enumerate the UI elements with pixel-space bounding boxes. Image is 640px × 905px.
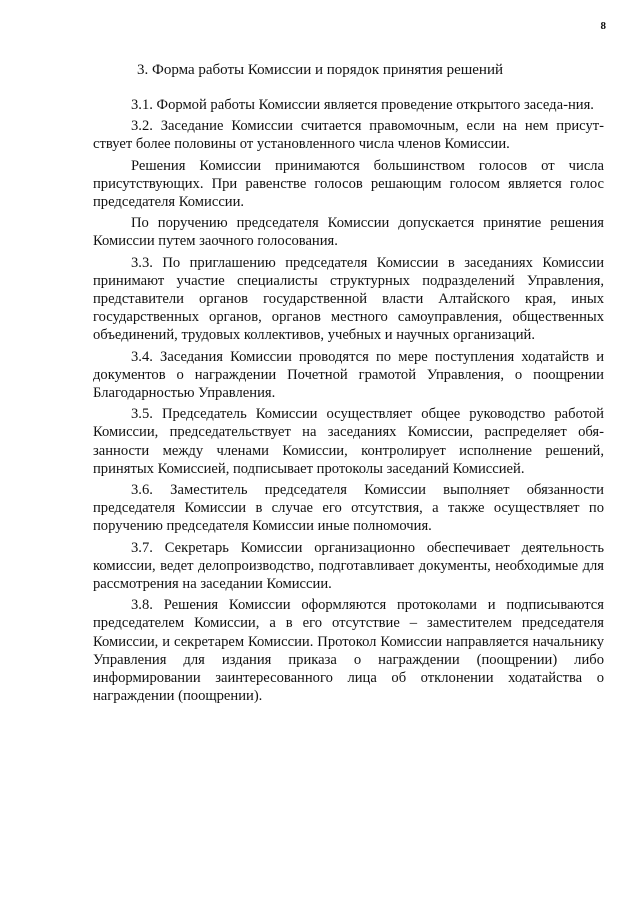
paragraph-3-7: 3.7. Секретарь Комиссии организационно обеспечивает деятельность комиссии, ведет делопроизводство, подготавливает документы, необходимые для рассмотрения на заседании Комиссии. (93, 539, 604, 593)
paragraph-3-6: 3.6. Заместитель председателя Комиссии выполняет обязанности председателя Комиссии в случае его отсутствия, а также осуществляет по поручению председателя Комиссии иные полномочия. (93, 482, 604, 535)
page-number: 8 (600, 20, 606, 32)
paragraph-3-3: 3.3. По приглашению председателя Комиссии в заседаниях Комиссии принимают участие специалисты структурных подразделений Управления, представители органов государственной власти Алтайского края, иных государственных органов, органов местного самоуправления, общественных объединений, трудовых коллективов, учебных и научных организаций. (93, 254, 604, 344)
paragraph-3-2: 3.2. Заседание Комиссии считается правомочным, если на нем присут-ствует более половины от установленного числа членов Комиссии. (93, 118, 604, 153)
paragraph-3-5: 3.5. Председатель Комиссии осуществляет общее руководство работой Комиссии, председательствует на заседаниях Комиссии, распределяет обя-занности между членами Комиссии, контролирует исполнение решений, принятых Комиссией, подписывает протоколы заседаний Комиссией. (93, 406, 604, 477)
paragraph-3-1: 3.1. Формой работы Комиссии является проведение открытого заседа-ния. (131, 97, 594, 113)
paragraph-3-8: 3.8. Решения Комиссии оформляются протоколами и подписываются председателем Комиссии, а в его отсутствие – заместителем председателя Комиссии, и секретарем Комиссии. Протокол Комиссии направляется начальнику Управления для издания приказа о награждении (поощрении) либо информировании заинтересованного лица об отклонении ходатайства о награждении (поощрении). (93, 597, 604, 705)
document-body (93, 96, 604, 709)
paragraph-absentee-voting: По поручению председателя Комиссии допускается принятие решения Комиссии путем заочного голосования. (93, 215, 604, 250)
section-heading: 3. Форма работы Комиссии и порядок принятия решений (136, 62, 504, 78)
paragraph-3-4: 3.4. Заседания Комиссии проводятся по мере поступления ходатайств и документов о награждении Почетной грамотой Управления, о поощрении Благодарностью Управления. (93, 348, 604, 402)
paragraph-decisions: Решения Комиссии принимаются большинством голосов от числа присутствующих. При равенстве голосов решающим голосом является голос председателя Комиссии. (93, 157, 604, 211)
